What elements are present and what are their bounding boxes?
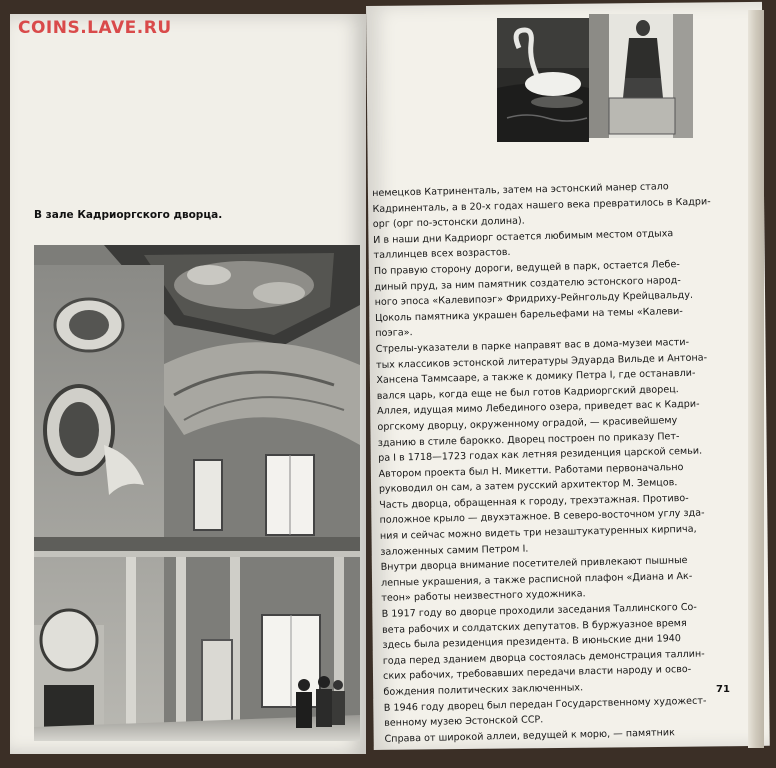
article-text: [372, 178, 721, 747]
palace-hall-photo: [34, 245, 360, 741]
text-line: Цоколь памятника украшен барельефами на темы «Калеви-: [374, 305, 683, 324]
text-line: орг (орг по-эстонски долина).: [372, 215, 525, 231]
monument-photo: [589, 14, 693, 138]
text-line: оргскому дворцу, окруженному оградой, — красивейшему: [377, 415, 678, 433]
text-line: Автором проекта был Н. Микетти. Работами первоначально: [378, 461, 684, 480]
text-line: ских рабочих, требовавших передачи власти народу и осво-: [383, 664, 692, 683]
page-edges: [748, 10, 764, 748]
text-line: ра I в 1718—1723 годах как летняя резиденция царской семьи.: [378, 445, 703, 465]
text-line: немецков Катриненталь, затем на эстонский манер стало: [372, 181, 669, 199]
watermark: COINS.LAVE.RU: [18, 18, 172, 38]
text-line: ного эпоса «Калевипоэг» Фридриху-Рейнгольду Крейцвальду.: [374, 289, 694, 309]
text-line: диный пруд, за ним памятник создателю эстонского народ-: [374, 274, 681, 293]
text-line: года перед зданием дворца состоялась демонстрация таллин-: [382, 648, 705, 667]
text-line: Внутри дворца внимание посетителей привлекают пышные: [380, 555, 688, 574]
text-line: положное крыло — двухэтажное. В северо-восточном углу зда-: [379, 508, 705, 527]
text-line: По правую сторону дороги, ведущей в парк, остается Лебе-: [373, 259, 680, 277]
text-line: венному музею Эстонской ССР.: [384, 714, 544, 730]
text-line: таллинцев всех возрастов.: [373, 247, 511, 262]
text-line: поэга».: [375, 327, 413, 340]
text-line: Часть дворца, обращенная к городу, трехэтажная. Противо-: [379, 492, 689, 511]
text-line: теон» работы неизвестного художника.: [381, 588, 586, 605]
text-line: Справа от широкой аллеи, ведущей к морю, — памятник: [384, 727, 675, 745]
text-line: В 1917 году во дворце проходили заседания Таллинского Со-: [381, 601, 697, 620]
text-line: здесь была резиденция президента. В июньские дни 1940: [382, 633, 682, 652]
text-line: Аллея, идущая мимо Лебединого озера, приведет вас к Кадри-: [376, 398, 700, 418]
text-line: лепные украшения, а также расписной плафон «Диана и Ак-: [380, 570, 693, 589]
text-line: Стрелы-указатели в парке направят вас в дома-музеи масти-: [375, 336, 690, 355]
swan-photo: [497, 18, 589, 142]
text-line: заложенных самим Петром I.: [380, 543, 529, 558]
text-line: руководил он сам, а затем русский архитектор М. Земцов.: [378, 477, 678, 496]
page-number: 71: [716, 684, 730, 695]
text-line: ния и сейчас можно видеть три незаштукатуренных кирпича,: [379, 523, 697, 542]
text-line: зданию в стиле барокко. Дворец построен по приказу Пет-: [377, 430, 680, 449]
text-line: В 1946 году дворец был передан Государственному художест-: [383, 695, 707, 714]
text-line: тых классиков эстонской литературы Эдуарда Вильде и Антона-: [375, 351, 708, 371]
text-line: бождения политических заключенных.: [383, 682, 584, 698]
text-line: вался царь, когда еще не был готов Кадриоргский дворец.: [376, 383, 679, 402]
text-line: вета рабочих и солдатских депутатов. В буржуазное время: [381, 617, 687, 636]
text-line: Кадриненталь, а в 20-х годах нашего века превратилось в Кадри-: [372, 195, 711, 215]
text-line: И в наши дни Кадриорг остается любимым местом отдыха: [373, 227, 674, 246]
text-line: Хансена Таммсааре, а также к домику Петра I, где останавли-: [376, 367, 696, 387]
photo-caption: В зале Кадриоргского дворца.: [34, 209, 223, 221]
